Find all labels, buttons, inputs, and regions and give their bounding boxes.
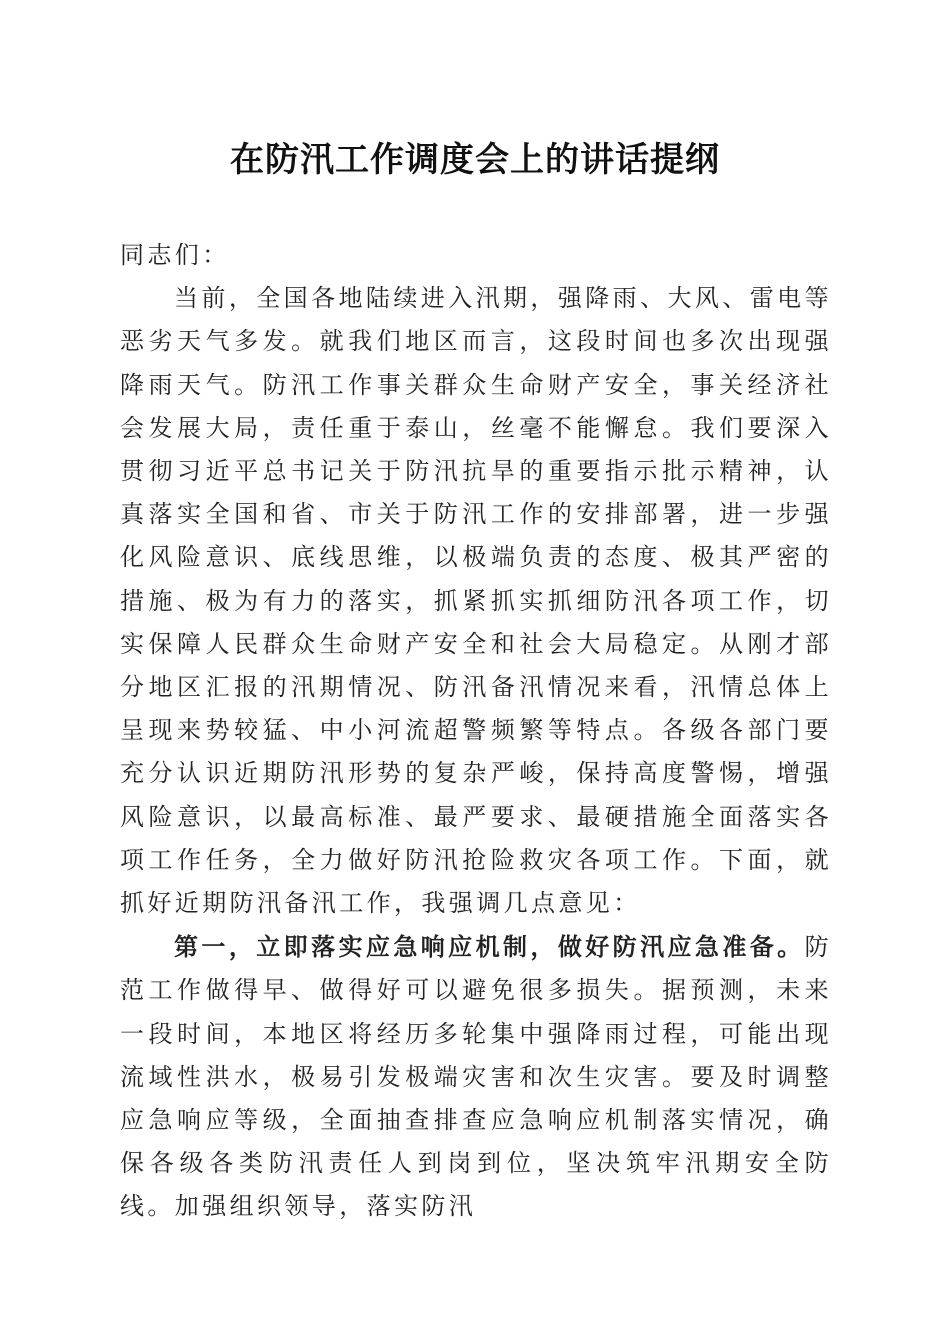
- paragraph-first-point: [120, 925, 832, 1228]
- document-body: [120, 234, 832, 1229]
- first-point-body: 防范工作做得早、做得好可以避免很多损失。据预测，未来一段时间，本地区将经历多轮集中强降雨过程，可能出现流域性洪水，极易引发极端灾害和次生灾害。要及时调整应急响应等级，全面抽查排查应急响应机制落实情况，确保各级各类防汛责任人到岗到位，坚决筑牢汛期安全防线。加强组织领导，落实防汛: [120, 933, 832, 1221]
- document-title: 在防汛工作调度会上的讲话提纲: [230, 140, 720, 180]
- paragraph-intro: 当前，全国各地陆续进入汛期，强降雨、大风、雷电等恶劣天气多发。就我们地区而言，这段时间也多次出现强降雨天气。防汛工作事关群众生命财产安全，事关经济社会发展大局，责任重于泰山，丝毫不能懈怠。我们要深入贯彻习近平总书记关于防汛抗旱的重要指示批示精神，认真落实全国和省、市关于防汛工作的安排部署，进一步强化风险意识、底线思维，以极端负责的态度、极其严密的措施、极为有力的落实，抓紧抓实抓细防汛各项工作，切实保障人民群众生命财产安全和社会大局稳定。从刚才部分地区汇报的汛期情况、防汛备汛情况来看，汛情总体上呈现来势较猛、中小河流超警频繁等特点。各级各部门要充分认识近期防汛形势的复杂严峻，保持高度警惕，增强风险意识，以最高标准、最严要求、最硬措施全面落实各项工作任务，全力做好防汛抢险救灾各项工作。下面，就抓好近期防汛备汛工作，我强调几点意见：: [120, 284, 832, 918]
- salutation: 同志们：: [120, 241, 230, 269]
- first-point-heading: 第一，立即落实应急响应机制，做好防汛应急准备。: [174, 932, 805, 962]
